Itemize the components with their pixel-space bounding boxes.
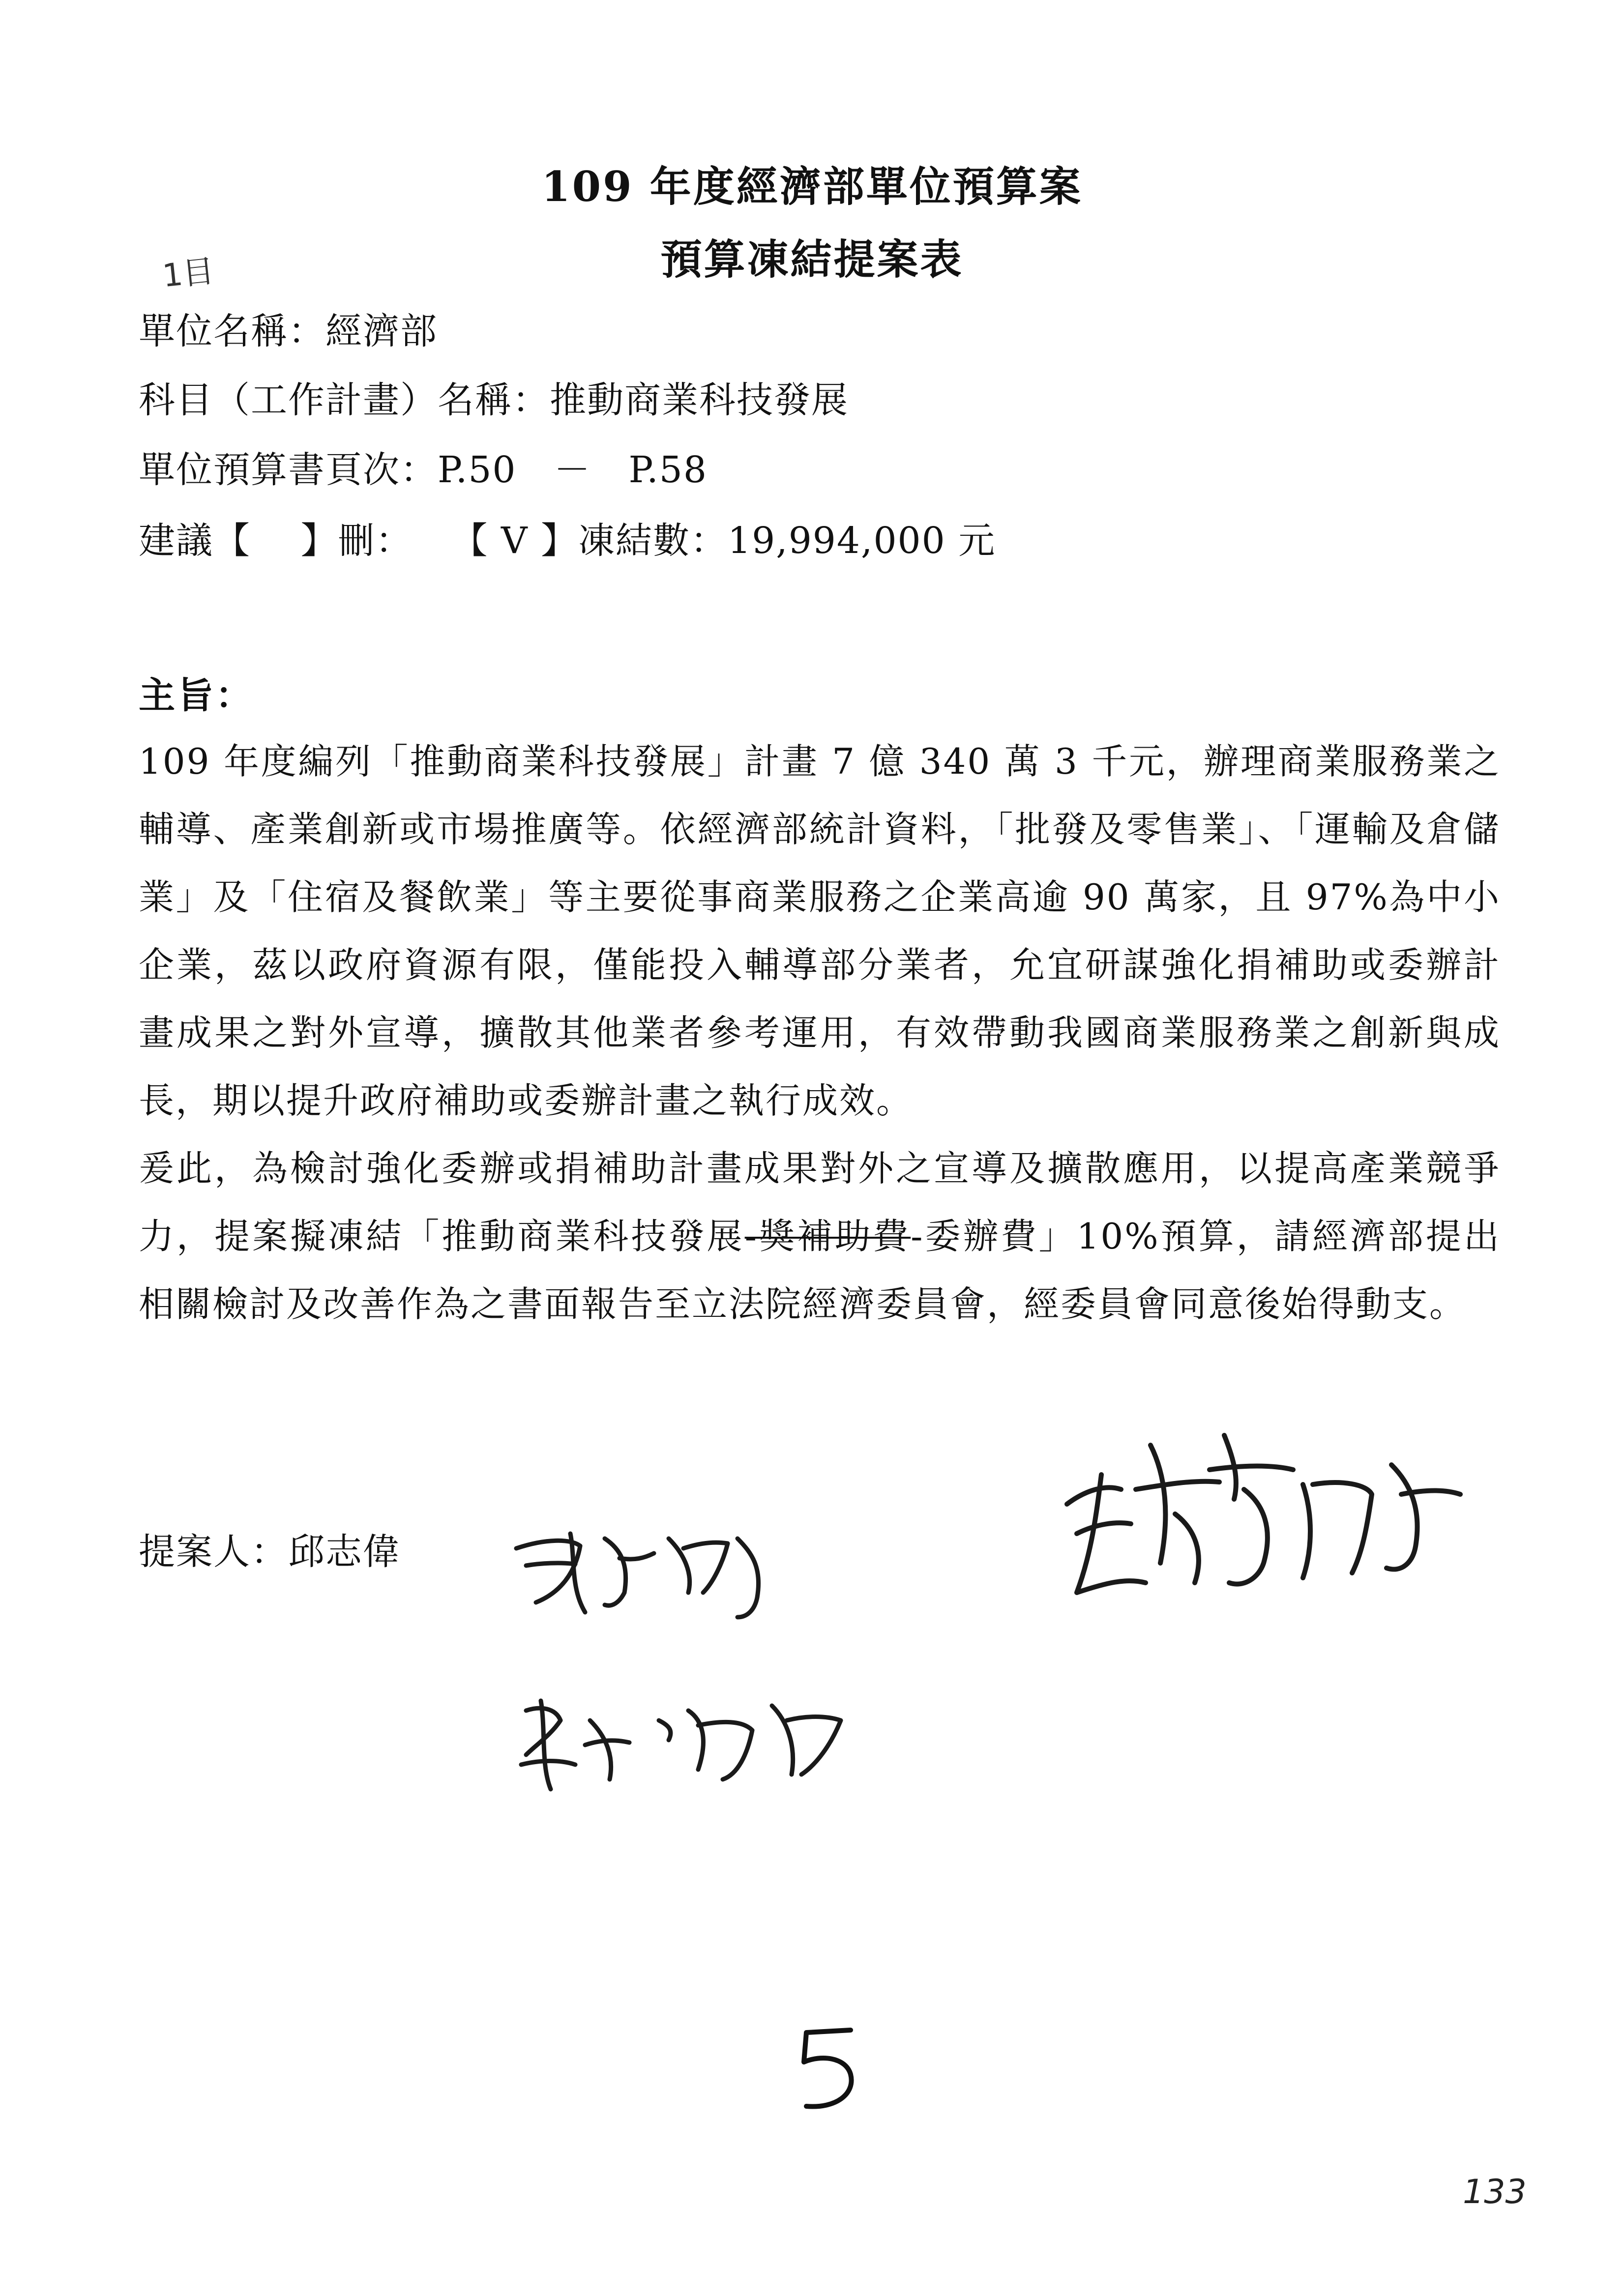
subject-paragraph-2 <box>139 1134 1501 1338</box>
subject-paragraph-1: 109 年度編列「推動商業科技發展」計畫 7 億 340 萬 3 千元，辦理商業服務業之輔導、產業創新或市場推廣等。依經濟部統計資料，「批發及零售業」、「運輸及倉儲業」及「住宿及餐飲業」等主要從事商業服務之企業高逾 90 萬家，且 97%為中小企業，茲以政府資源有限，僅能投入輔導部分業者，允宜研謀強化捐補助或委辦計畫成果之對外宣導，擴散其他業者參考運用，有效帶動我國商業服務業之創新與成長，期以提升政府補助或委辦計畫之執行成效。 <box>139 741 1501 1121</box>
proposer-label: 提案人：邱志偉 <box>139 1531 400 1573</box>
signature-1 <box>506 1519 782 1627</box>
subject-body <box>139 727 1501 1338</box>
freeze-suggestion-field: 建議【 】刪： 【 V 】凍結數：19,994,000 元 <box>139 520 996 562</box>
page-number: 133 <box>1463 2173 1527 2211</box>
handwritten-page-mark <box>787 2020 870 2121</box>
subject-heading: 主旨： <box>139 674 254 717</box>
struck-text: -獎補助費 <box>744 1216 911 1257</box>
paragraph-2-text-before: 爰此，為檢討強化委辦或捐補助計畫成果對外之宣導及擴散應用，以提高產業競爭力，提案擬凍結「推動商業科技發展 <box>139 1148 1501 1257</box>
paragraph-2-text-after: -委辦費」10%預算，請經濟部提出相關檢討及改善作為之書面報告至立法院經濟委員會，經委員會同意後始得動支。 <box>139 1216 1501 1325</box>
signature-2 <box>511 1691 856 1799</box>
unit-name-field: 單位名稱：經濟部 <box>139 310 438 352</box>
budget-page-range-field: 單位預算書頁次：P.50 － P.58 <box>139 449 708 491</box>
signature-3 <box>1047 1416 1470 1622</box>
document-title: 109 年度經濟部單位預算案 <box>541 162 1083 211</box>
margin-handwritten-note: 1目 <box>161 253 216 295</box>
document-subtitle: 預算凍結提案表 <box>660 235 964 284</box>
subject-name-field: 科目（工作計畫）名稱：推動商業科技發展 <box>139 379 849 421</box>
